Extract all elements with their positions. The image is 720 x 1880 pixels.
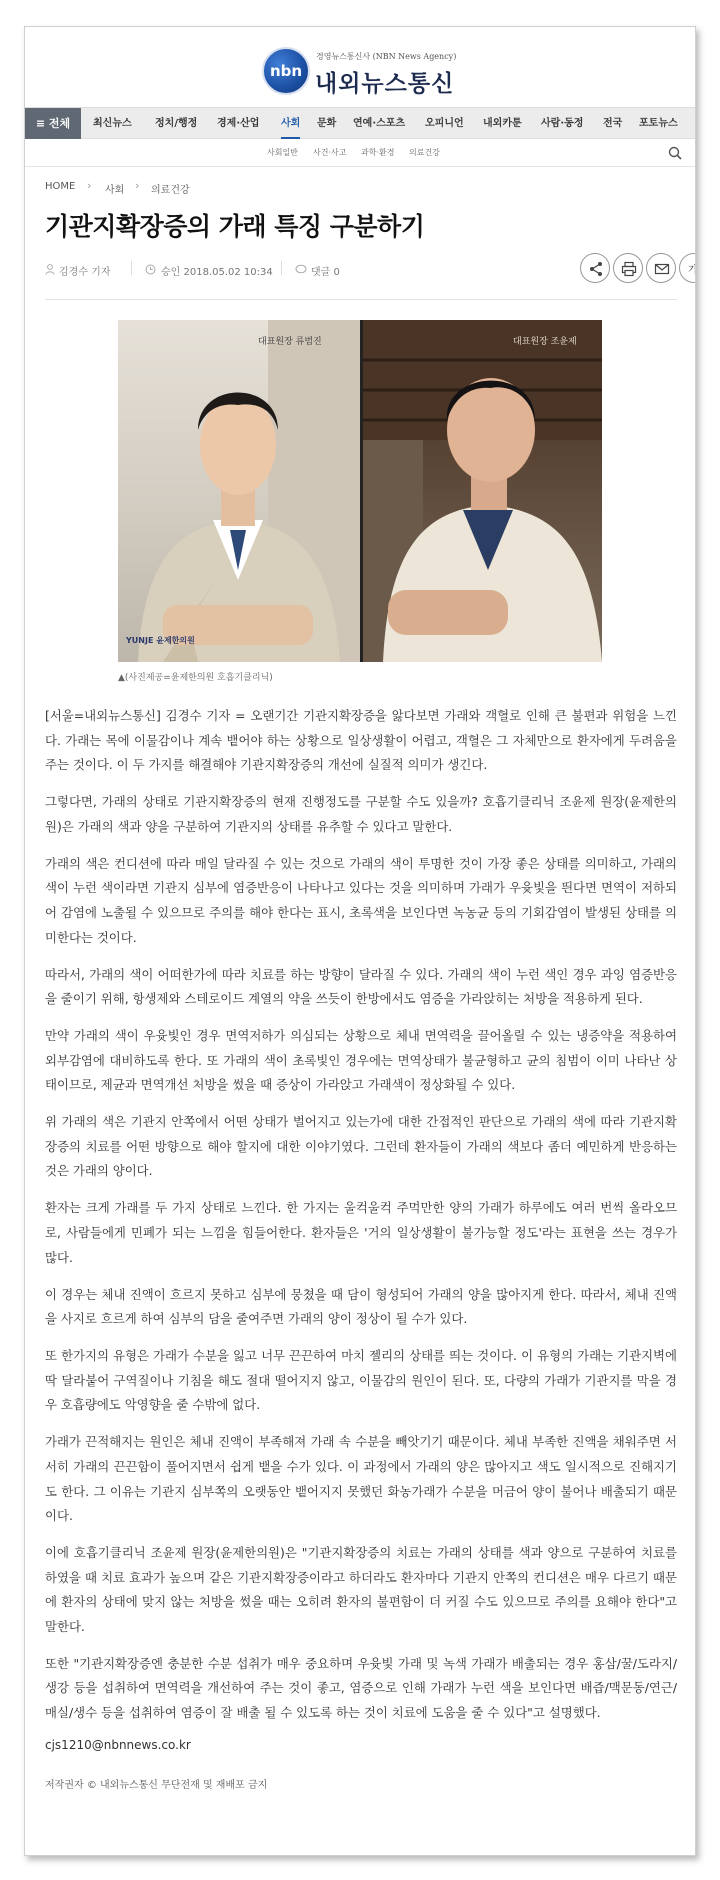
article-paragraph: 또한 "기관지확장증엔 충분한 수분 섭취가 매우 중요하며 우윳빛 가래 및 녹색 가래가 배출되는 경우 홍삼/꿀/도라지/생강 등을 섭취하여 면역력을 개선하여 주는 것이 좋고, 염증으로 인해 가래가 누런 색을 보인다면 배즙/맥문동/연근/매실/생수 등을 섭취하여 염증이 잘 배출 될 수 있도록 하는 것이 치료에 도움을 줄 수 있다"고 설명했다. — [45, 1655, 677, 1721]
article-paragraph: 이 경우는 체내 진액이 흐르지 못하고 심부에 뭉쳤을 때 담이 형성되어 가래의 양을 많아지게 한다. 따라서, 체내 진액을 사지로 흐르게 하여 심부의 담을 줄여주면 가래의 양이 정상이 될 수가 있다. — [45, 1286, 677, 1327]
nav-item-entertainment[interactable]: 연예·스포츠 — [353, 118, 406, 129]
clock-icon — [145, 264, 156, 275]
breadcrumb-home[interactable]: HOME — [45, 181, 76, 192]
share-icon — [588, 261, 604, 277]
subnav-item-general[interactable]: 사회일반 — [267, 148, 298, 157]
meta-divider — [131, 261, 132, 275]
article-title: 기관지확장증의 가래 특징 구분하기 — [45, 212, 425, 241]
doctor-portrait-right — [363, 320, 602, 662]
article-photo — [118, 320, 602, 662]
subnav-item-science[interactable]: 과학·환경 — [361, 148, 395, 157]
meta-divider — [281, 261, 282, 275]
logo-mark-text: nbn — [269, 62, 303, 80]
share-button[interactable] — [580, 253, 610, 283]
email-share-button[interactable] — [646, 253, 676, 283]
chevron-right-icon: › — [135, 179, 140, 192]
clinic-logo: YUNJE 윤제한의원 — [126, 636, 195, 645]
site-name[interactable]: 내외뉴스통신 — [315, 71, 455, 97]
comment-icon — [295, 264, 307, 275]
nav-item-politics[interactable]: 정치/행정 — [155, 118, 198, 129]
nav-item-economy[interactable]: 경제·산업 — [217, 118, 260, 129]
photo-doctor-right — [363, 320, 602, 662]
nav-item-society[interactable]: 사회 — [281, 108, 300, 139]
user-icon — [45, 264, 55, 275]
doctor-portrait-left — [118, 320, 360, 662]
article-body — [45, 704, 677, 1791]
article-paragraph: 만약 가래의 색이 우윳빛인 경우 면역저하가 의심되는 상황으로 체내 면역력을 끌어올릴 수 있는 냉증약을 적용하여 외부감염에 대비하도록 한다. 또 가래의 색이 초록빛인 경우에는 면역상태가 불균형하고 균의 침범이 이미 나타난 상태이므로, 제균과 면역개선 처방을 썼을 때 증상이 가라앉고 가래색이 정상화될 수 있다. — [45, 1028, 677, 1093]
article-paragraph: 환자는 크게 가래를 두 가지 상태로 느낀다. 한 가지는 울컥울컥 주먹만한 양의 가래가 하루에도 여러 번씩 올라오므로, 사람들에게 민폐가 되는 느낌을 힘들어한다. 환자들은 '거의 일상생활이 불가능할 정도'라는 표현을 쓰는 경우가 많다. — [45, 1200, 677, 1265]
article-paragraph: 가래의 색은 컨디션에 따라 매일 달라질 수 있는 것으로 가래의 색이 투명한 것이 가장 좋은 상태를 의미하고, 가래의 색이 누런 색이라면 기관지 심부에 염증반응이 나타나고 있다는 것을 의미하며 가래가 우윳빛을 띈다면 면역이 저하되어 감염에 노출될 수 있으므로 주의를 해야 한다는 표시, 초록색을 보인다면 녹농균 등의 기회감염이 발생된 상태를 의미한다는 것이다. — [45, 855, 677, 945]
nav-item-latest[interactable]: 최신뉴스 — [93, 118, 132, 129]
subnav-item-incidents[interactable]: 사건·사고 — [313, 148, 347, 157]
article-comments[interactable]: 댓글 0 — [311, 267, 340, 278]
font-size-button[interactable] — [679, 253, 696, 283]
article-paragraph: 따라서, 가래의 색이 어떠한가에 따라 치료를 하는 방향이 달라질 수 있다. 가래의 색이 누런 색인 경우 과잉 염증반응을 줄이기 위해, 항생제와 스테로이드 계열의 약을 쓰듯이 한방에서도 염증을 가라앉히는 처방을 적용하게 된다. — [45, 966, 677, 1007]
copyright-notice: 저작권자 © 내외뉴스통신 무단전재 및 재배포 금지 — [45, 1780, 268, 1792]
article-approved-date: 승인 2018.05.02 10:34 — [161, 267, 273, 278]
article-page — [24, 26, 696, 1856]
email-icon — [654, 261, 670, 277]
article-paragraph: [서울=내외뉴스통신] 김경수 기자 = 오랜기간 기관지확장증을 앓다보면 가래와 객혈로 인해 큰 불편과 위험을 느낀다. 가래는 목에 이물감이나 계속 뱉어야 하는 상황으로 일상생활이 어렵고, 객혈은 그 자체만으로 환자에게 두려움을 주는 것이다. 이 두 가지를 해결해야 기관지확장증의 개선에 실질적 의미가 생긴다. — [45, 708, 677, 773]
photo-doctor-left — [118, 320, 360, 662]
nav-item-opinion[interactable]: 오피니언 — [425, 118, 464, 129]
reporter-email[interactable]: cjs1210@nbnnews.co.kr — [45, 1738, 191, 1753]
breadcrumb-society[interactable]: 사회 — [105, 185, 125, 196]
print-icon — [621, 261, 637, 277]
article-paragraph: 또 한가지의 유형은 가래가 수분을 잃고 너무 끈끈하여 마치 젤리의 상태를 띄는 것이다. 이 유형의 가래는 기관지벽에 딱 달라붙어 구역질이나 기침을 해도 절대 떨어지지 않고, 이물감의 원인이 된다. 또, 다량의 가래가 기관지를 막을 경우 호흡량에도 악영향을 줄 수밖에 없다. — [45, 1348, 677, 1413]
subnav-item-health[interactable]: 의료건강 — [409, 148, 440, 157]
nav-item-culture[interactable]: 문화 — [317, 118, 337, 129]
article-author: 김경수 기자 — [59, 267, 111, 278]
nav-item-photo[interactable]: 포토뉴스 — [639, 118, 678, 129]
svg-text:가: 가 — [688, 265, 698, 276]
sub-nav — [25, 139, 696, 167]
article-paragraph: 그렇다면, 가래의 상태로 기관지확장증의 현재 진행정도를 구분할 수도 있을까? 호흡기클리닉 조윤제 원장(윤제한의원)은 가래의 색과 양을 구분하여 기관지의 상태를 유추할 수 있다고 말한다. — [45, 794, 677, 834]
nav-item-national[interactable]: 전국 — [603, 118, 623, 129]
search-icon[interactable] — [668, 146, 682, 160]
font-size-icon — [687, 261, 696, 277]
article-paragraph: 이에 호흡기클리닉 조윤제 원장(윤제한의원)은 "기관지확장증의 치료는 가래의 상태를 색과 양으로 구분하여 치료를 하였을 때 치료 효과가 높으며 같은 기관지확장증이라고 하더라도 환자마다 기관지 안쪽의 컨디션은 매우 다르기 때문에 환자의 상태에 맞지 않는 처방을 썼을 때는 오히려 환자의 불편함이 더 커질 수도 있으므로 주의를 요해야 한다"고 말한다. — [45, 1545, 677, 1634]
nav-all-button[interactable]: ≡ 전체 — [25, 108, 81, 139]
photo-tag-left: 대표원장 류범진 — [258, 337, 322, 347]
photo-tag-right: 대표원장 조윤제 — [513, 337, 577, 347]
print-button[interactable] — [613, 253, 643, 283]
article-paragraph: 위 가래의 색은 기관지 안쪽에서 어떤 상태가 벌어지고 있는가에 대한 간접적인 판단으로 가래의 색에 따라 기관지확장증의 치료를 어떤 방향으로 해야 할지에 대한 이야기였다. 그런데 환자들이 가래의 색보다 좀더 예민하게 반응하는 것은 가래의 양이다. — [45, 1114, 677, 1179]
site-logo[interactable] — [262, 47, 310, 95]
article-paragraph: 가래가 끈적해지는 원인은 체내 진액이 부족해져 가래 속 수분을 빼앗기기 때문이다. 체내 부족한 진액을 채워주면 서서히 가래의 끈끈함이 풀어지면서 쉽게 뱉을 수가 있다. 이 과정에서 가래의 양은 많아지고 색도 일시적으로 진해지기도 한다. 그 이유는 기관지 심부쪽의 오랫동안 뱉어지지 못했던 화농가래가 수분을 머금어 양이 불어나 배출되기 때문이다. — [45, 1434, 677, 1524]
nav-item-cartoon[interactable]: 내외카툰 — [483, 118, 522, 129]
nav-item-people[interactable]: 사람·동정 — [541, 118, 584, 129]
breadcrumb-health[interactable]: 의료건강 — [151, 185, 190, 196]
site-subtitle: 경영뉴스통신사 (NBN News Agency) — [316, 52, 457, 61]
meta-divider-line — [45, 299, 677, 300]
site-header — [25, 27, 696, 107]
photo-caption: ▲(사진제공=윤제한의원 호흡기클리닉) — [118, 673, 273, 683]
main-nav — [25, 107, 696, 139]
chevron-right-icon: › — [87, 179, 92, 192]
